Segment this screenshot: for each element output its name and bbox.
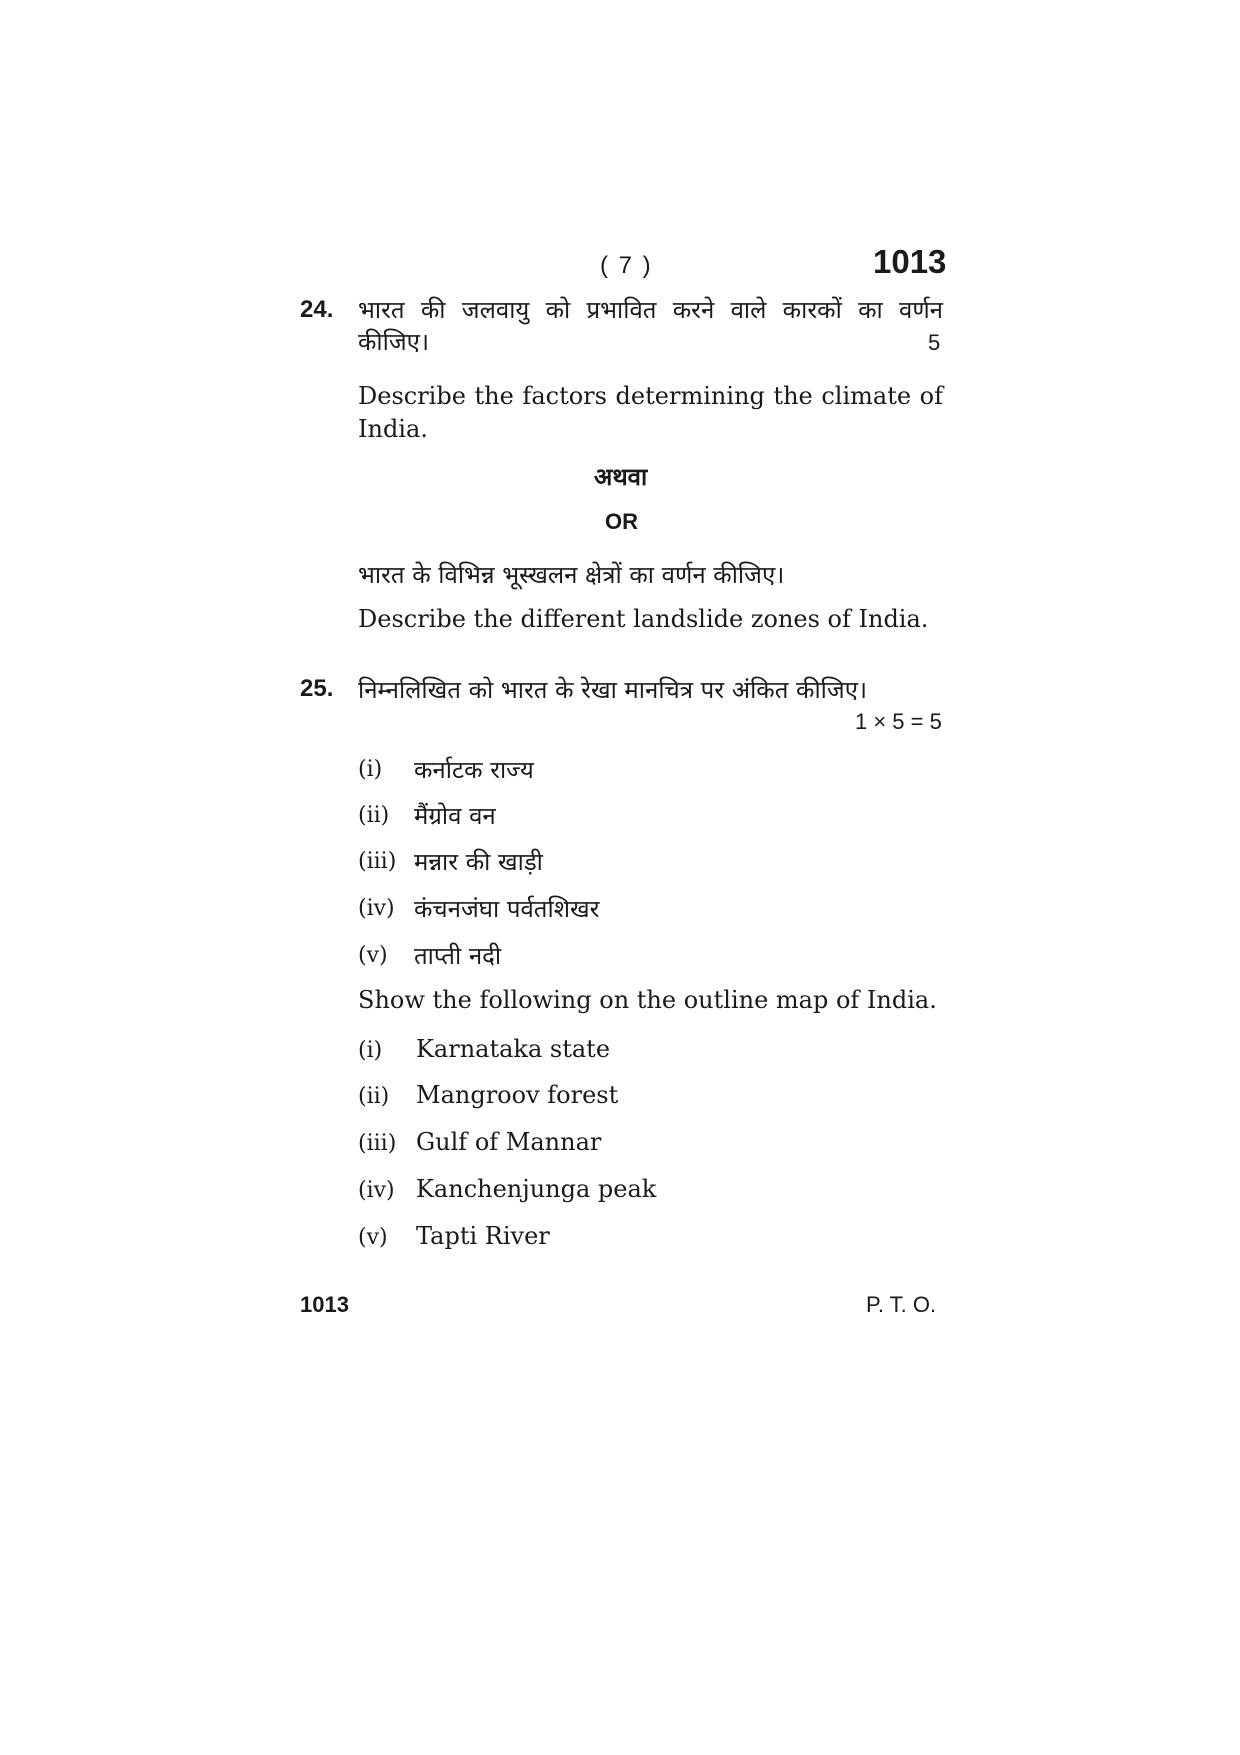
- english-item-text: Tapti River: [416, 1222, 550, 1250]
- please-turn-over: P. T. O.: [866, 1292, 937, 1317]
- question-24-marks: 5: [928, 330, 941, 355]
- hindi-item-text: ताप्ती नदी: [414, 942, 502, 970]
- hindi-item-label: (iv): [358, 896, 395, 921]
- english-item-label: (iv): [358, 1178, 395, 1203]
- hindi-item-text: कर्नाटक राज्य: [414, 756, 534, 784]
- hindi-item-label: (i): [358, 757, 383, 782]
- page-number: ( 7 ): [600, 252, 653, 279]
- question-24-alternative-hindi: भारत के विभिन्न भूस्खलन क्षेत्रों का वर्णन कीजिए।: [358, 561, 785, 589]
- question-25-marks: 1 × 5 = 5: [855, 709, 942, 734]
- english-item-text: Karnataka state: [416, 1035, 611, 1063]
- question-24-hindi: भारत की जलवायु को प्रभावित करने वाले कारकों का वर्णन कीजिए।: [358, 296, 943, 356]
- or-english: OR: [605, 509, 638, 534]
- paper-code-header: 1013: [873, 243, 947, 280]
- question-24-alternative-english: Describe the different landslide zones of India.: [358, 605, 929, 633]
- hindi-item-label: (v): [358, 943, 388, 968]
- hindi-item-text: मैंग्रोव वन: [414, 802, 496, 830]
- hindi-item-text: कंचनजंघा पर्वतशिखर: [414, 895, 600, 923]
- english-item-text: Kanchenjunga peak: [416, 1175, 657, 1203]
- paper-code-footer: 1013: [300, 1292, 349, 1317]
- hindi-item-label: (iii): [358, 849, 397, 874]
- question-25-hindi: निम्नलिखित को भारत के रेखा मानचित्र पर अंकित कीजिए।: [358, 676, 868, 704]
- english-item-label: (i): [358, 1038, 383, 1063]
- english-item-label: (v): [358, 1225, 388, 1250]
- hindi-item-label: (ii): [358, 803, 390, 828]
- question-25-number: 25.: [300, 675, 334, 702]
- or-hindi: अथवा: [594, 463, 648, 491]
- hindi-item-text: मन्नार की खाड़ी: [414, 848, 543, 876]
- question-24-english: Describe the factors determining the climate of India.: [358, 382, 943, 443]
- english-item-text: Gulf of Mannar: [416, 1128, 602, 1156]
- question-24-number: 24.: [300, 296, 334, 323]
- english-item-label: (ii): [358, 1084, 390, 1109]
- english-item-label: (iii): [358, 1131, 397, 1156]
- english-item-text: Mangroov forest: [416, 1081, 619, 1109]
- question-25-english: Show the following on the outline map of India.: [358, 986, 937, 1014]
